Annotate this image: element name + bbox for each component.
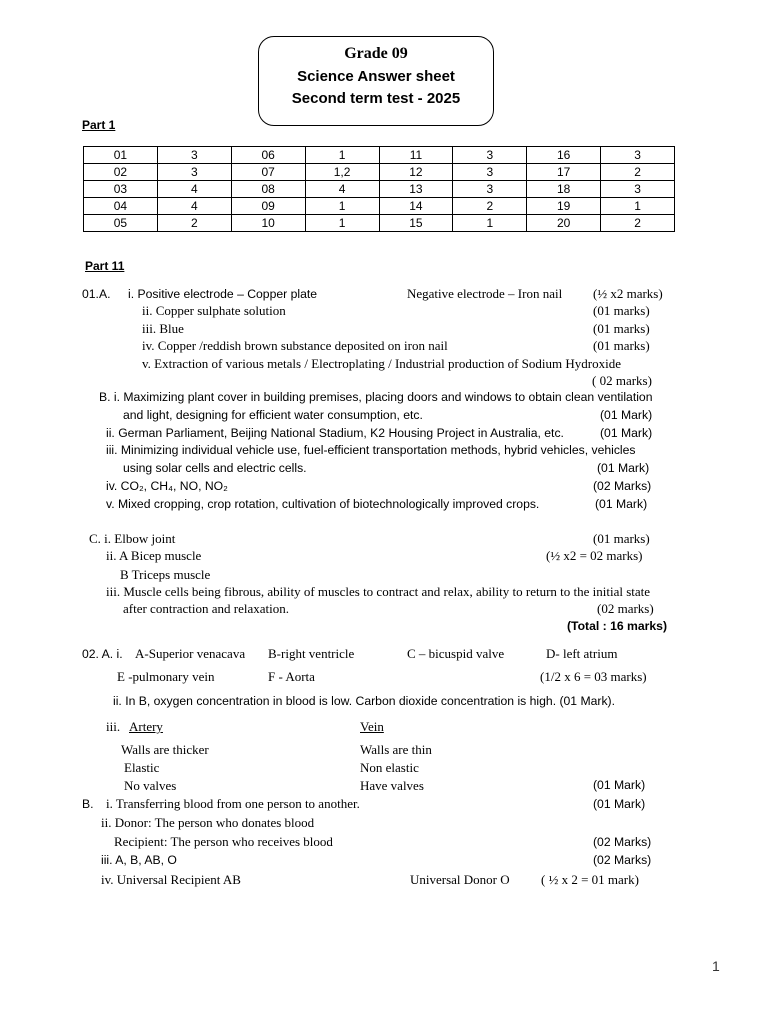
subject-title: Science Answer sheet bbox=[297, 68, 455, 85]
q2b-ii-line1: ii. Donor: The person who donates blood bbox=[101, 815, 315, 830]
answer-cell: 1,2 bbox=[305, 164, 379, 181]
q1a-i-b: Negative electrode – Iron nail bbox=[407, 286, 563, 301]
q1c-iii-marks: (02 marks) bbox=[597, 601, 654, 616]
question-number-cell: 04 bbox=[84, 198, 158, 215]
question-number-cell: 15 bbox=[379, 215, 453, 232]
answer-cell: 3 bbox=[453, 164, 527, 181]
q1a-ii: ii. Copper sulphate solution bbox=[142, 303, 286, 318]
question-number-cell: 11 bbox=[379, 147, 453, 164]
table-row bbox=[84, 215, 675, 232]
q1c-i-marks: (01 marks) bbox=[593, 531, 650, 546]
q2a-iii-label: iii. bbox=[106, 719, 121, 734]
q1b-v-marks: (01 Mark) bbox=[595, 497, 648, 511]
answer-cell: 4 bbox=[157, 198, 231, 215]
q1c-ii-marks: (½ x2 = 02 marks) bbox=[546, 548, 643, 563]
question-number-cell: 07 bbox=[231, 164, 305, 181]
answer-cell: 4 bbox=[305, 181, 379, 198]
question-number-cell: 10 bbox=[231, 215, 305, 232]
question-number-cell: 13 bbox=[379, 181, 453, 198]
q1b-iv: iv. CO₂, CH₄, NO, NO₂ bbox=[106, 479, 228, 493]
q2a-b: B-right ventricle bbox=[268, 646, 355, 661]
q2b-i-marks: (01 Mark) bbox=[593, 797, 646, 811]
q1b-i-line1: B. i. Maximizing plant cover in building premises, placing doors and windows to obtain clean ventilation bbox=[99, 390, 653, 404]
q1c-iii-line2: after contraction and relaxation. bbox=[123, 601, 290, 616]
q2a-ii: ii. In B, oxygen concentration in blood is low. Carbon dioxide concentration is high. (01 Mark). bbox=[113, 694, 615, 708]
answer-cell: 3 bbox=[157, 147, 231, 164]
table-row bbox=[84, 164, 675, 181]
q2b-ii-marks: (02 Marks) bbox=[593, 835, 652, 849]
q1b-ii: ii. German Parliament, Beijing National Stadium, K2 Housing Project in Australia, etc. bbox=[106, 426, 564, 440]
q1a-iv: iv. Copper /reddish brown substance deposited on iron nail bbox=[142, 338, 448, 353]
answer-cell: 1 bbox=[453, 215, 527, 232]
q2b-label: B. bbox=[82, 797, 94, 811]
answer-cell: 4 bbox=[157, 181, 231, 198]
q1c-ii-b: B Triceps muscle bbox=[120, 567, 211, 582]
page-number: 1 bbox=[712, 958, 720, 974]
question-number-cell: 01 bbox=[84, 147, 158, 164]
q2a-iii-marks: (01 Mark) bbox=[593, 778, 646, 792]
q2b-iii: iii. A, B, AB, O bbox=[101, 853, 177, 867]
question-number-cell: 06 bbox=[231, 147, 305, 164]
q1b-ii-marks: (01 Mark) bbox=[600, 426, 653, 440]
q1a-v-marks: ( 02 marks) bbox=[592, 373, 652, 388]
artery-row-2: Elastic bbox=[124, 760, 160, 775]
q1c-ii-a: ii. A Bicep muscle bbox=[106, 548, 202, 563]
question-number-cell: 12 bbox=[379, 164, 453, 181]
answer-cell: 3 bbox=[453, 181, 527, 198]
answer-cell: 1 bbox=[601, 198, 675, 215]
q1c-i: C. i. Elbow joint bbox=[89, 531, 176, 546]
answer-cell: 2 bbox=[157, 215, 231, 232]
vein-row-2: Non elastic bbox=[360, 760, 419, 775]
q1a-iv-marks: (01 marks) bbox=[593, 338, 650, 353]
answer-cell: 2 bbox=[453, 198, 527, 215]
vein-heading: Vein bbox=[360, 719, 384, 734]
title-box bbox=[258, 36, 494, 126]
part2-heading: Part 11 bbox=[85, 259, 125, 273]
question-number-cell: 14 bbox=[379, 198, 453, 215]
q1a-i-marks: (½ x2 marks) bbox=[593, 286, 663, 301]
q1c-iii-line1: iii. Muscle cells being fibrous, ability of muscles to contract and relax, ability to return to the initial state bbox=[106, 584, 651, 599]
answer-cell: 3 bbox=[157, 164, 231, 181]
q2a-d: D- left atrium bbox=[546, 646, 618, 661]
part1-heading: Part 1 bbox=[82, 118, 116, 132]
part1-answer-table bbox=[83, 146, 675, 232]
question-number-cell: 19 bbox=[527, 198, 601, 215]
q1a-i: i. Positive electrode – Copper plate bbox=[128, 287, 318, 301]
answer-cell: 3 bbox=[601, 147, 675, 164]
artery-row-3: No valves bbox=[124, 778, 177, 793]
question-number-cell: 18 bbox=[527, 181, 601, 198]
answer-cell: 2 bbox=[601, 164, 675, 181]
q1b-iii-line1: iii. Minimizing individual vehicle use, fuel-efficient transportation methods, hybrid vehicles, vehicles bbox=[106, 443, 636, 457]
q2b-iv-marks: ( ½ x 2 = 01 mark) bbox=[541, 872, 639, 887]
q2a-f: F - Aorta bbox=[268, 669, 315, 684]
question-number-cell: 05 bbox=[84, 215, 158, 232]
q2a-i-marks: (1/2 x 6 = 03 marks) bbox=[540, 669, 647, 684]
vein-row-1: Walls are thin bbox=[360, 742, 432, 757]
q1a-label: 01.A. bbox=[82, 287, 111, 301]
q2a-label: 02. A. i. bbox=[82, 647, 123, 661]
q2b-ii-line2: Recipient: The person who receives blood bbox=[114, 834, 333, 849]
table-row bbox=[84, 198, 675, 215]
question-number-cell: 20 bbox=[527, 215, 601, 232]
grade-title: Grade 09 bbox=[344, 45, 408, 62]
test-title: Second term test - 2025 bbox=[291, 90, 461, 107]
table-row bbox=[84, 147, 675, 164]
q1a-iii: iii. Blue bbox=[142, 321, 184, 336]
vein-row-3: Have valves bbox=[360, 778, 424, 793]
q1a-iii-marks: (01 marks) bbox=[593, 321, 650, 336]
q2a-e: E -pulmonary vein bbox=[117, 669, 215, 684]
question-number-cell: 17 bbox=[527, 164, 601, 181]
question-number-cell: 08 bbox=[231, 181, 305, 198]
q1a-ii-marks: (01 marks) bbox=[593, 303, 650, 318]
answer-cell: 3 bbox=[601, 181, 675, 198]
table-row bbox=[84, 181, 675, 198]
question-number-cell: 03 bbox=[84, 181, 158, 198]
q1b-iii-line2: using solar cells and electric cells. bbox=[123, 461, 307, 475]
q1b-i-marks: (01 Mark) bbox=[600, 408, 653, 422]
q1b-iv-marks: (02 Marks) bbox=[593, 479, 652, 493]
q2b-iv: iv. Universal Recipient AB bbox=[101, 872, 241, 887]
q2a-a: A-Superior venacava bbox=[135, 646, 246, 661]
q1-total: (Total : 16 marks) bbox=[567, 619, 668, 633]
question-number-cell: 16 bbox=[527, 147, 601, 164]
q2b-iv-b: Universal Donor O bbox=[410, 872, 510, 887]
artery-row-1: Walls are thicker bbox=[121, 742, 209, 757]
answer-cell: 2 bbox=[601, 215, 675, 232]
q2b-iii-marks: (02 Marks) bbox=[593, 853, 652, 867]
question-number-cell: 02 bbox=[84, 164, 158, 181]
q1a-v: v. Extraction of various metals / Electroplating / Industrial production of Sodium Hydroxide bbox=[142, 356, 621, 371]
answer-cell: 3 bbox=[453, 147, 527, 164]
q1b-i-line2: and light, designing for efficient water consumption, etc. bbox=[123, 408, 423, 422]
artery-heading: Artery bbox=[129, 719, 163, 734]
answer-cell: 1 bbox=[305, 198, 379, 215]
answer-cell: 1 bbox=[305, 215, 379, 232]
question-number-cell: 09 bbox=[231, 198, 305, 215]
answer-cell: 1 bbox=[305, 147, 379, 164]
q1b-v: v. Mixed cropping, crop rotation, cultivation of biotechnologically improved crops. bbox=[106, 497, 540, 511]
q2a-c: C – bicuspid valve bbox=[407, 646, 505, 661]
q1b-iii-marks: (01 Mark) bbox=[597, 461, 650, 475]
q2b-i: i. Transferring blood from one person to another. bbox=[106, 796, 360, 811]
